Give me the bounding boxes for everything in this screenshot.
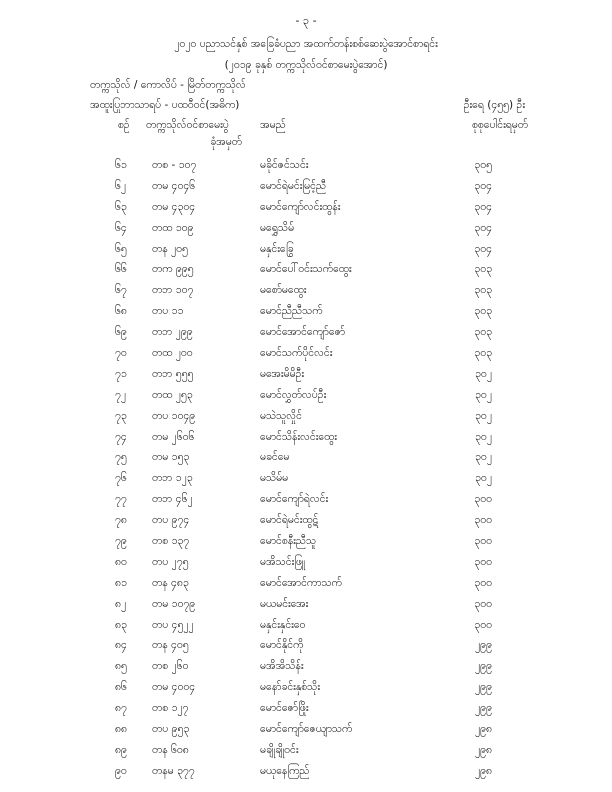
table-row — [0, 347, 612, 368]
roll-number: တစ ၂၆၀ — [152, 660, 189, 673]
roll-number: တမ ၄၀၀၄ — [152, 681, 196, 694]
university-line: တက္ကသိုလ် / ကောလိပ် - မြိတ်တက္ကသိုလ် — [90, 79, 246, 91]
row-number: ၈၂ — [115, 597, 127, 610]
row-number: ၆၁ — [115, 159, 127, 171]
total-marks: ၂၉၈ — [474, 743, 492, 756]
row-number: ၆၉ — [115, 326, 127, 339]
table-row — [0, 556, 612, 577]
document-subtitle: (၂၀၁၉ ခုနှစ် တက္ကသိုလ်ဝင်စာမေးပွဲအောင်) — [224, 59, 388, 71]
header-no: စဉ် — [118, 119, 130, 131]
total-marks: ၃၀၂ — [475, 409, 492, 422]
table-row — [0, 284, 612, 305]
student-name: မောင်ရဲမင်းမြင့်ညီ — [260, 179, 327, 192]
roll-number: တန ၆၀၈ — [152, 743, 189, 756]
roll-number: တမ ၁၅၃ — [152, 451, 190, 464]
table-row — [0, 577, 612, 598]
total-marks: ၃၀၂ — [475, 451, 492, 464]
roll-number: တပ ၁၁ — [152, 305, 184, 318]
row-number: ၇၂ — [115, 388, 127, 401]
total-marks: ၂၉၉ — [475, 681, 492, 694]
total-marks: ၃၀၃ — [474, 284, 492, 297]
roll-number: တပ ၉၅၃ — [152, 723, 190, 736]
roll-number: တမ ၄၀၄၆ — [152, 179, 196, 192]
total-marks: ၃၀၄ — [474, 200, 492, 213]
total-marks: ၃၀၀ — [474, 618, 492, 631]
student-name: မနော်ခင်းနှစ်သိုး — [260, 681, 320, 694]
row-number: ၉၀ — [115, 764, 127, 777]
total-marks: ၃၀၅ — [474, 159, 492, 171]
student-name: မောင်လွှတ်လပ်ဦး — [260, 388, 327, 401]
row-number: ၇၁ — [115, 367, 127, 380]
student-name: မသဲသူလှိုင် — [260, 409, 302, 422]
header-roll: တက္ကသိုလ်ဝင်စာမေးပွဲ — [146, 119, 229, 131]
row-number: ၈၇ — [115, 702, 127, 715]
roll-number: တန ၂၀၅ — [152, 242, 188, 255]
total-marks: ၂၉၉ — [475, 639, 492, 652]
table-row — [0, 472, 612, 493]
results-list — [0, 159, 612, 786]
student-name: မောင်ရဲမင်းထွဋ် — [260, 514, 319, 527]
student-name: မယမင်းအေး — [260, 597, 309, 610]
table-row — [0, 326, 612, 347]
table-row — [0, 598, 612, 619]
table-row — [0, 431, 612, 452]
table-row — [0, 410, 612, 431]
table-row — [0, 222, 612, 243]
table-row — [0, 493, 612, 514]
total-marks: ၃၀၂ — [475, 388, 492, 401]
student-name: မောင်အောင်ကာသက် — [260, 576, 342, 589]
student-name: မောင်ပေါ်ဝင်းသက်ထွေး — [260, 263, 352, 276]
student-name: မခိုင်ဇင်သင်း — [260, 159, 309, 171]
student-name: မောင်ကျော်လင်းထွန်း — [260, 200, 341, 213]
table-row — [0, 723, 612, 744]
total-marks: ၃၀၂ — [475, 430, 492, 443]
student-name: မသိမ်မ — [260, 472, 289, 485]
table-row — [0, 389, 612, 410]
student-name: မခင်မေ — [260, 451, 290, 464]
total-marks: ၃၀၂ — [475, 472, 492, 485]
table-row — [0, 702, 612, 723]
table-row — [0, 744, 612, 765]
row-number: ၇၀ — [115, 347, 127, 360]
roll-number: တန ၄၀၅ — [152, 639, 189, 652]
table-row — [0, 305, 612, 326]
roll-number: တထ ၁၀၉ — [152, 221, 194, 234]
roll-number: တပ ၉၇၄ — [152, 514, 190, 527]
row-number: ၈၁ — [115, 576, 127, 589]
major-line: အထူးပြုဘာသာရပ် - ပထဝီဝင်(အဓိက) — [90, 99, 240, 111]
student-name: မောင်ဇော်ဖြိုး — [260, 702, 309, 715]
roll-number: တပ ၁၀၄၉ — [152, 409, 196, 422]
row-number: ၇၈ — [115, 514, 127, 527]
row-number: ၇၄ — [115, 430, 127, 443]
roll-number: တမ ၁၀၇၉ — [152, 597, 196, 610]
roll-number: တမ ၂၆၀၆ — [152, 430, 195, 443]
student-name: မချိုချိုဝင်း — [260, 743, 299, 756]
student-name: မောင်စနီးညီသူ — [260, 535, 317, 548]
student-name: မယုနေကြည် — [260, 764, 310, 777]
roll-number: တစ ၁၃၇ — [152, 535, 190, 548]
student-name: မောင်ညီညီသက် — [260, 305, 323, 318]
row-number: ၆၃ — [115, 200, 127, 213]
student-name: မနှင်းနှင်းဝေ — [260, 618, 306, 631]
total-marks: ၃၀၂ — [475, 367, 492, 380]
student-name: မောင်ကျော်ရဲလင်း — [260, 493, 329, 506]
student-name: မောင်သိန်းလင်းထွေး — [260, 430, 337, 443]
total-marks: ၂၉၈ — [474, 764, 492, 777]
total-marks: ၃၀၃ — [474, 263, 492, 276]
table-row — [0, 201, 612, 222]
total-marks: ၃၀၃ — [474, 326, 492, 339]
header-total-marks: စုစုပေါင်းရမှတ် — [471, 119, 528, 131]
table-row — [0, 451, 612, 472]
table-row — [0, 180, 612, 201]
row-number: ၇၃ — [115, 409, 127, 422]
roll-number: တမ ၄၃၀၄ — [152, 200, 196, 213]
table-row — [0, 681, 612, 702]
total-marks: ၂၉၉ — [475, 660, 492, 673]
row-number: ၇၇ — [115, 493, 127, 506]
total-marks: ၃၀၄ — [474, 242, 492, 255]
total-marks: ၃၀၀ — [474, 555, 492, 568]
table-row — [0, 639, 612, 660]
roll-number: တထ ၂၅၃ — [152, 388, 193, 401]
roll-number: တထ ၂၀၀ — [152, 347, 193, 360]
roll-number: တစ ၁၂၇ — [152, 702, 189, 715]
total-marks: ၃၀၀ — [474, 535, 492, 548]
row-number: ၈၃ — [115, 618, 127, 631]
total-marks: ၂၉၈ — [474, 723, 492, 736]
roll-number: တဘ ၁၀၇ — [152, 284, 194, 297]
table-row — [0, 263, 612, 284]
table-row — [0, 159, 612, 180]
table-row — [0, 368, 612, 389]
roll-number: တန ၄၈၃ — [152, 576, 189, 589]
total-marks: ၃၀၀ — [474, 514, 492, 527]
roll-number: တဘ ၂၉၉ — [152, 326, 193, 339]
roll-number: တပ ၂၇၅ — [152, 555, 189, 568]
row-number: ၈၄ — [115, 639, 127, 652]
total-marks: ၂၉၉ — [475, 702, 492, 715]
student-name: မရွှေသိမ် — [260, 221, 295, 234]
student-name: မအေးမိမိဦး — [260, 367, 305, 380]
roll-number: တက ၉၉၅ — [152, 263, 194, 276]
table-row — [0, 660, 612, 681]
page-number: - ၃ - — [295, 14, 317, 27]
count-line: ဦးရေ (၄၅၅) ဦး — [463, 99, 525, 111]
row-number: ၆၈ — [115, 305, 127, 318]
row-number: ၇၅ — [115, 451, 127, 464]
row-number: ၈၀ — [115, 555, 127, 568]
total-marks: ၃၀၀ — [474, 493, 492, 506]
row-number: ၇၉ — [115, 535, 127, 548]
table-row — [0, 243, 612, 264]
row-number: ၈၆ — [115, 681, 127, 694]
row-number: ၆၇ — [115, 284, 127, 297]
roll-number: တနမ ၃၇၇ — [152, 764, 195, 777]
total-marks: ၃၀၄ — [474, 221, 492, 234]
student-name: မအိအိသိန်း — [260, 660, 304, 673]
student-name: မအိသင်းဖြူ — [260, 555, 306, 568]
document-title: ၂၀၂၀ ပညာသင်နှစ် အခြေခံပညာ အထက်တန်းစစ်ဆေးပွဲအောင်စာရင်း — [174, 38, 438, 50]
table-row — [0, 765, 612, 786]
total-marks: ၃၀၃ — [474, 305, 492, 318]
header-roll-number: ခုံအမှတ် — [210, 136, 242, 148]
roll-number: တဘ ၄၆၂ — [152, 493, 193, 506]
total-marks: ၃၀၀ — [474, 576, 492, 589]
row-number: ၇၆ — [115, 472, 127, 485]
table-row — [0, 535, 612, 556]
student-name: မောင်သက်ပိုင်လင်း — [260, 347, 333, 360]
student-name: မစော်မထွေး — [260, 284, 307, 297]
total-marks: ၃၀၃ — [474, 347, 492, 360]
row-number: ၆၆ — [115, 263, 127, 276]
roll-number: တစ - ၁၀၇ — [152, 159, 197, 171]
row-number: ၆၂ — [115, 179, 127, 192]
row-number: ၆၄ — [115, 221, 127, 234]
total-marks: ၃၀၄ — [474, 179, 492, 192]
student-name: မောင်နိုင်ကို — [260, 639, 304, 652]
roll-number: တဘ ၁၂၃ — [152, 472, 193, 485]
student-name: မောင်ကျော်ဇေယျာသက် — [260, 723, 353, 736]
row-number: ၈၅ — [115, 660, 127, 673]
table-row — [0, 619, 612, 640]
roll-number: တပ ၄၅၂၂ — [152, 618, 194, 631]
row-number: ၈၈ — [115, 723, 127, 736]
table-row — [0, 514, 612, 535]
total-marks: ၃၀၀ — [474, 597, 492, 610]
student-name: မနှင်းခြွေ — [260, 242, 294, 255]
row-number: ၆၅ — [115, 242, 127, 255]
student-name: မောင်အောင်ကျော်ဇော် — [260, 326, 346, 339]
roll-number: တဘ ၅၅၅ — [152, 367, 194, 380]
row-number: ၈၉ — [115, 743, 127, 756]
header-name: အမည် — [260, 119, 286, 131]
